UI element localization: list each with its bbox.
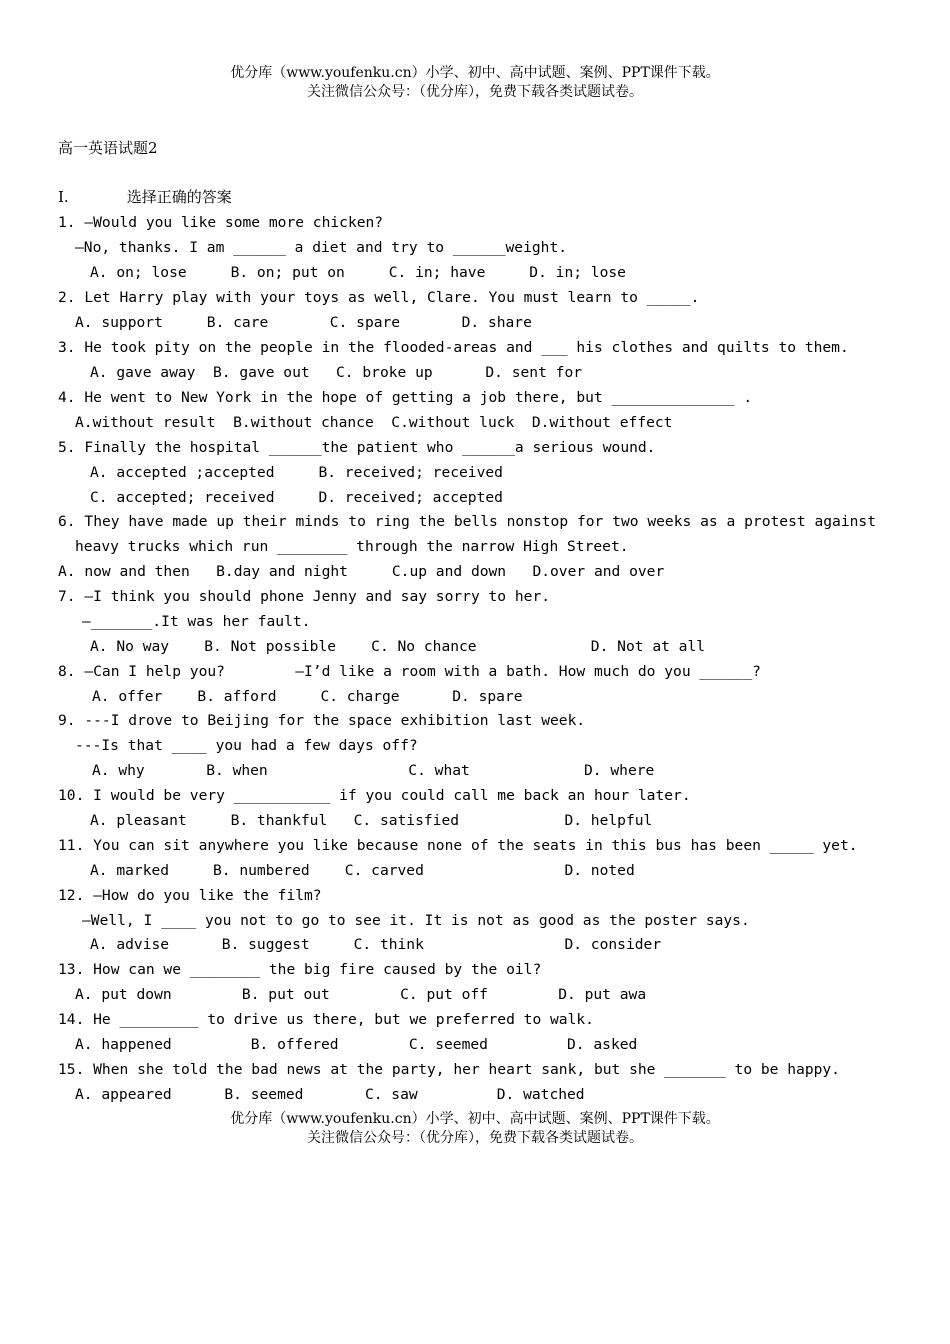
question-line: 6. They have made up their minds to ring the bells nonstop for two weeks as a protest against	[58, 513, 876, 530]
options-line: A. why B. when C. what D. where	[92, 762, 655, 779]
options-line: A. offer B. afford C. charge D. spare	[92, 688, 523, 705]
exam-title: 高一英语试题2	[58, 139, 158, 157]
options-line: C. accepted; received D. received; accepted	[90, 489, 503, 506]
header-line-2: 关注微信公众号：（优分库），免费下载各类试题试卷。	[307, 84, 643, 100]
options-line: A. appeared B. seemed C. saw D. watched	[75, 1086, 585, 1103]
question-line: 11. You can sit anywhere you like because none of the seats in this bus has been _____ yet.	[58, 837, 858, 854]
options-line: A. happened B. offered C. seemed D. asked	[75, 1036, 638, 1053]
footer-line-1: 优分库（www.youfenku.cn）小学、初中、高中试题、案例、PPT课件下载。	[230, 1111, 720, 1127]
options-line: A. marked B. numbered C. carved D. noted	[90, 862, 635, 879]
question-line: —No, thanks. I am ______ a diet and try to ______weight.	[75, 239, 568, 256]
footer-line-2: 关注微信公众号：（优分库），免费下载各类试题试卷。	[307, 1130, 643, 1146]
header-line-1: 优分库（www.youfenku.cn）小学、初中、高中试题、案例、PPT课件下载。	[230, 65, 720, 81]
options-line: A. on; lose B. on; put on C. in; have D. in; lose	[90, 264, 626, 281]
options-line: A. gave away B. gave out C. broke up D. sent for	[90, 364, 583, 381]
section-number: I.	[58, 188, 69, 206]
question-line: —_______.It was her fault.	[82, 613, 311, 630]
options-line: A. now and then B.day and night C.up and down D.over and over	[58, 563, 665, 580]
question-line: 9. ---I drove to Beijing for the space exhibition last week.	[58, 712, 586, 729]
options-line: A. advise B. suggest C. think D. consider	[90, 936, 662, 953]
question-line: 3. He took pity on the people in the flooded-areas and ___ his clothes and quilts to them.	[58, 339, 849, 356]
options-line: A. accepted ;accepted B. received; received	[90, 464, 503, 481]
options-line: A.without result B.without chance C.without luck D.without effect	[75, 414, 673, 431]
options-line: A. put down B. put out C. put off D. put awa	[75, 986, 647, 1003]
question-line: —Well, I ____ you not to go to see it. It is not as good as the poster says.	[82, 912, 750, 929]
section-heading	[58, 186, 232, 207]
section-label: 选择正确的答案	[126, 188, 232, 206]
page-footer	[0, 1110, 950, 1148]
options-line: A. support B. care C. spare D. share	[75, 314, 532, 331]
options-line: A. No way B. Not possible C. No chance D. Not at all	[90, 638, 706, 655]
question-line: 2. Let Harry play with your toys as well, Clare. You must learn to _____.	[58, 289, 700, 306]
question-line: 15. When she told the bad news at the party, her heart sank, but she _______ to be happy.	[58, 1061, 840, 1078]
question-line: 1. —Would you like some more chicken?	[58, 214, 384, 231]
options-line: A. pleasant B. thankful C. satisfied D. helpful	[90, 812, 653, 829]
question-line: 5. Finally the hospital ______the patient who ______a serious wound.	[58, 439, 656, 456]
question-line: 13. How can we ________ the big fire caused by the oil?	[58, 961, 542, 978]
page-header	[0, 64, 950, 102]
question-line: 7. —I think you should phone Jenny and say sorry to her.	[58, 588, 551, 605]
question-line: 12. —How do you like the film?	[58, 887, 322, 904]
question-line: 14. He _________ to drive us there, but we preferred to walk.	[58, 1011, 594, 1028]
question-line: heavy trucks which run ________ through the narrow High Street.	[75, 538, 629, 555]
question-line: 10. I would be very ___________ if you could call me back an hour later.	[58, 787, 691, 804]
question-line: 8. —Can I help you? —I’d like a room with a bath. How much do you ______?	[58, 663, 761, 680]
question-line: ---Is that ____ you had a few days off?	[75, 737, 418, 754]
question-line: 4. He went to New York in the hope of getting a job there, but ______________ .	[58, 389, 753, 406]
